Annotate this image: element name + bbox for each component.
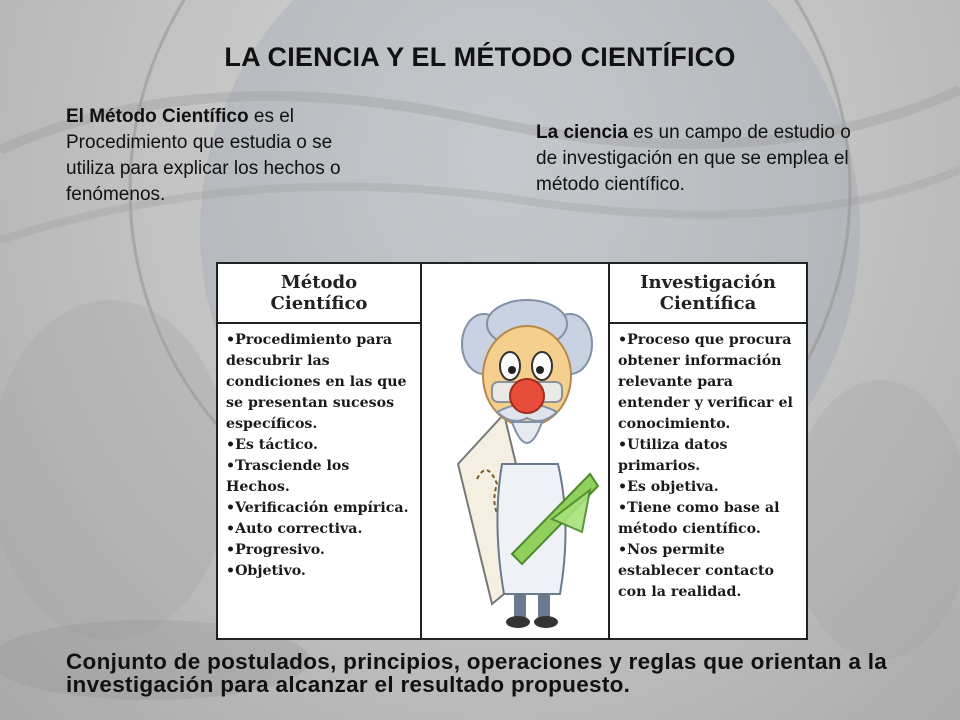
method-definition-text: es el Procedimiento que estudia o se utiliza para explicar los hechos o fenómenos. xyxy=(66,106,341,205)
list-item: •Trasciende los Hechos. xyxy=(226,458,350,495)
list-item: •Auto correctiva. xyxy=(226,521,363,537)
list-item: •Es táctico. xyxy=(226,437,318,453)
list-item: •Progresivo. xyxy=(226,542,325,558)
bottom-definition: Conjunto de postulados, principios, operaciones y reglas que orientan a la investigación para alcanzar el resultado propuesto. xyxy=(66,649,888,697)
list-item: •Proceso que procura obtener información relevante para entender y verificar el conocimiento. xyxy=(618,332,793,432)
method-column-header xyxy=(218,264,420,324)
science-definition xyxy=(536,120,856,198)
method-items-list xyxy=(218,324,420,582)
method-definition xyxy=(66,104,384,208)
research-header-line2: Científica xyxy=(659,293,757,314)
list-item: •Objetivo. xyxy=(226,563,306,579)
research-items-list xyxy=(610,324,806,603)
method-column xyxy=(218,264,422,638)
comparison-table xyxy=(216,262,808,640)
list-item: •Tiene como base al método científico. xyxy=(618,500,780,537)
list-item: •Verificación empírica. xyxy=(226,500,409,516)
research-column-header xyxy=(610,264,806,324)
research-header-line1: Investigación xyxy=(640,272,776,293)
list-item: •Nos permite establecer contacto con la realidad. xyxy=(618,542,774,600)
list-item: •Utiliza datos primarios. xyxy=(618,437,728,474)
list-item: •Procedimiento para descubrir las condiciones en las que se presentan sucesos específicos. xyxy=(226,332,407,432)
list-item: •Es objetiva. xyxy=(618,479,719,495)
page-title: LA CIENCIA Y EL MÉTODO CIENTÍFICO xyxy=(224,42,736,72)
method-header-line2: Científico xyxy=(270,293,368,314)
method-header-line1: Método xyxy=(280,272,358,293)
science-definition-text: es un campo de estudio o de investigación en que se emplea el método científico. xyxy=(536,122,851,195)
illustration-column xyxy=(422,264,610,638)
research-column xyxy=(610,264,806,638)
method-term: El Método Científico xyxy=(66,106,249,127)
scientist-cartoon-icon xyxy=(422,264,608,638)
science-term: La ciencia xyxy=(536,122,628,143)
